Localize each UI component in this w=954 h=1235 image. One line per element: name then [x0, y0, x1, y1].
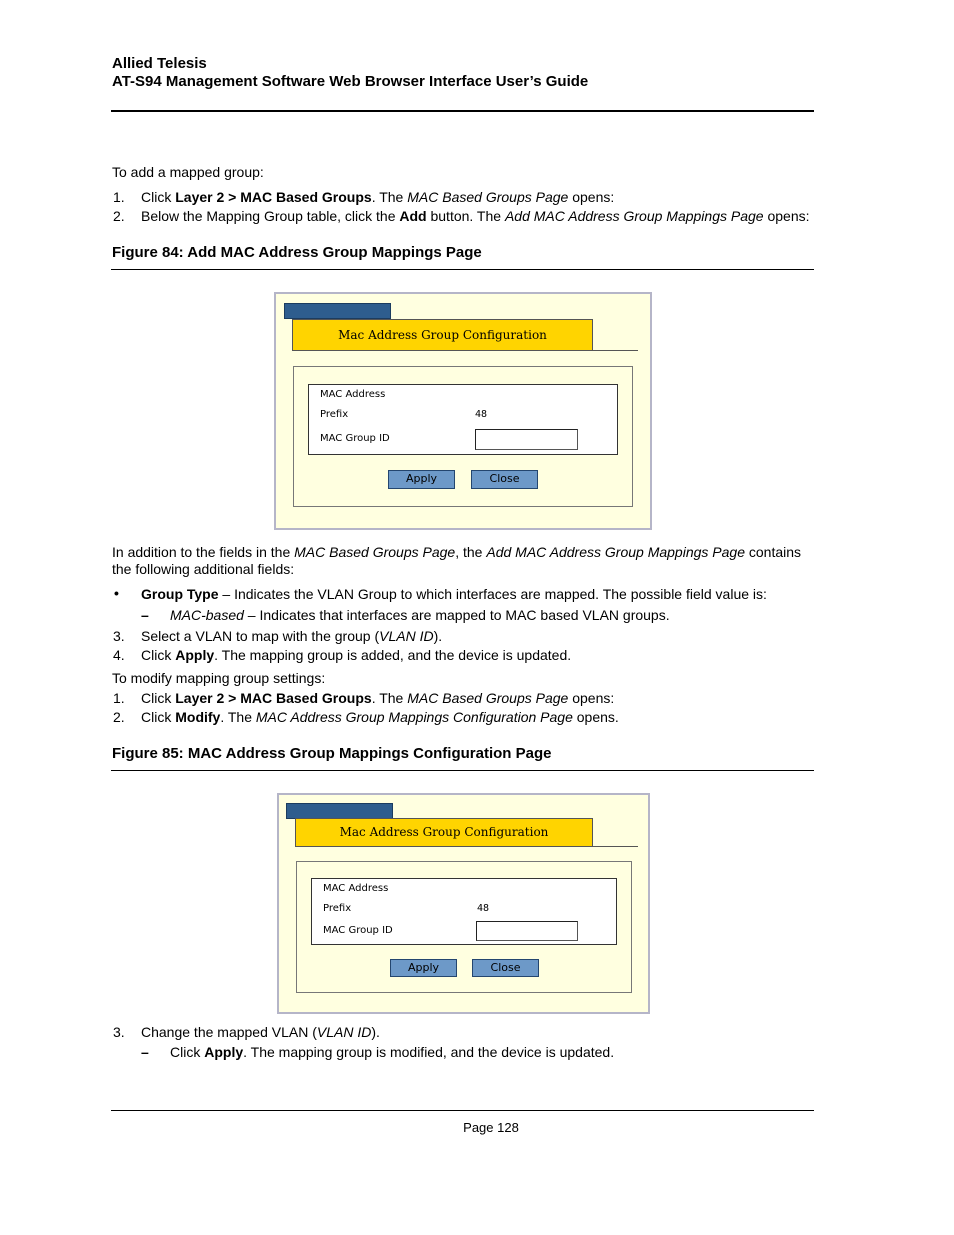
mac-address-label: MAC Address [320, 389, 386, 400]
mac-group-id-label: MAC Group ID [320, 433, 390, 444]
close-button[interactable]: Close [471, 470, 538, 489]
mac-based-subbullet: MAC-based – Indicates that interfaces are mapped to MAC based VLAN groups. [170, 607, 670, 623]
paragraph-line-1: In addition to the fields in the MAC Based Groups Page, the Add MAC Address Group Mappings Page contains [112, 544, 802, 560]
modify-step-1: Click Layer 2 > MAC Based Groups. The MAC Based Groups Page opens: [141, 690, 615, 706]
step-number: 4. [113, 647, 125, 663]
figure-rule [111, 269, 814, 270]
document-title: AT-S94 Management Software Web Browser Interface User’s Guide [112, 73, 589, 90]
group-type-bullet: Group Type – Indicates the VLAN Group to which interfaces are mapped. The possible field value is: [141, 586, 767, 602]
intro-modify: To modify mapping group settings: [112, 670, 326, 686]
title-underline [592, 846, 638, 847]
step-number: 2. [113, 208, 125, 224]
step-number: 3. [113, 1024, 125, 1040]
modify-step-2: Click Modify. The MAC Address Group Mappings Configuration Page opens. [141, 709, 619, 725]
add-step-1: Click Layer 2 > MAC Based Groups. The MAC Based Groups Page opens: [141, 189, 615, 205]
step-number: 2. [113, 709, 125, 725]
footer-rule [111, 1110, 814, 1111]
figure-84-caption: Figure 84: Add MAC Address Group Mappings Page [112, 244, 482, 261]
dash-icon: – [141, 1044, 149, 1060]
close-button[interactable]: Close [472, 959, 539, 977]
modify-step-3: Change the mapped VLAN (VLAN ID). [141, 1024, 380, 1040]
dash-icon: – [141, 607, 149, 623]
page-number: Page 128 [463, 1120, 519, 1135]
apply-subbullet: Click Apply. The mapping group is modified, and the device is updated. [170, 1044, 615, 1060]
figure-85-screenshot [277, 793, 650, 1014]
header-tab [286, 803, 393, 819]
prefix-value: 48 [475, 409, 488, 420]
mac-group-id-input[interactable] [476, 921, 578, 941]
header-rule [111, 110, 814, 112]
config-title-bar: Mac Address Group Configuration [292, 319, 593, 351]
prefix-label: Prefix [323, 903, 352, 914]
mac-group-id-label: MAC Group ID [323, 925, 393, 936]
prefix-value: 48 [477, 903, 490, 914]
prefix-label: Prefix [320, 409, 349, 420]
config-title-bar: Mac Address Group Configuration [295, 818, 593, 847]
step-number: 1. [113, 690, 125, 706]
step-number: 3. [113, 628, 125, 644]
add-step-4: Click Apply. The mapping group is added, and the device is updated. [141, 647, 572, 663]
step-number: 1. [113, 189, 125, 205]
figure-rule [111, 770, 814, 771]
add-step-3: Select a VLAN to map with the group (VLAN ID). [141, 628, 443, 644]
apply-button[interactable]: Apply [390, 959, 457, 977]
company-name: Allied Telesis [112, 55, 207, 72]
add-step-2: Below the Mapping Group table, click the Add button. The Add MAC Address Group Mappings Page opens: [141, 208, 810, 224]
bullet-icon: • [114, 585, 119, 601]
figure-84-screenshot [274, 292, 652, 530]
paragraph-line-2: the following additional fields: [112, 561, 295, 577]
header-tab [284, 303, 391, 319]
figure-85-caption: Figure 85: MAC Address Group Mappings Configuration Page [112, 745, 552, 762]
intro-add: To add a mapped group: [112, 164, 264, 180]
mac-group-id-input[interactable] [475, 429, 578, 450]
mac-address-label: MAC Address [323, 883, 389, 894]
apply-button[interactable]: Apply [388, 470, 455, 489]
title-underline [592, 350, 638, 351]
